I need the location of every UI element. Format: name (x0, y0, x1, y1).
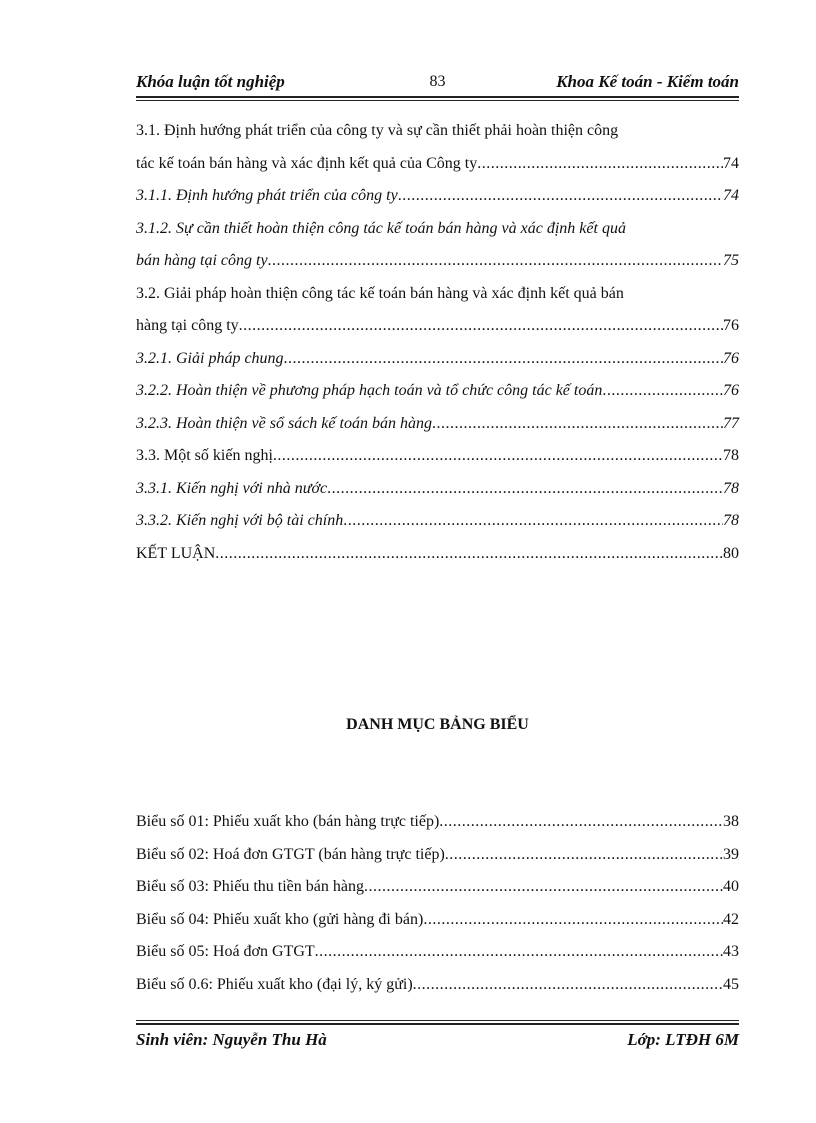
tables-list-item-page: 42 (723, 910, 739, 928)
tables-list-item-title: Biểu số 02: Hoá đơn GTGT (bán hàng trực tiếp) (136, 845, 445, 863)
toc-entry-3-1-line1: 3.1. Định hướng phát triển của công ty và sự cần thiết phải hoàn thiện công (136, 122, 619, 139)
dot-leader (343, 505, 723, 538)
toc-entry-3-2-3[interactable] (136, 408, 739, 441)
dot-leader (364, 871, 723, 904)
tables-list-item[interactable] (136, 806, 739, 839)
dot-leader (439, 806, 723, 839)
dot-leader (413, 969, 723, 1002)
tables-list-item[interactable] (136, 871, 739, 904)
dot-leader (268, 245, 723, 278)
dot-leader (273, 440, 723, 473)
header-thesis-title: Khóa luận tốt nghiệp (136, 72, 285, 91)
toc-entry-page: 76 (723, 382, 739, 399)
dot-leader (239, 310, 723, 343)
toc-entry-page: 78 (723, 512, 739, 529)
toc-entry-title: tác kế toán bán hàng và xác định kết quả của Công ty (136, 154, 478, 172)
dot-leader (477, 148, 723, 181)
toc-entry-title: hàng tại công ty (136, 317, 239, 334)
toc-entry-conclusion[interactable] (136, 538, 739, 571)
header-rule-thick (136, 96, 739, 98)
tables-list (136, 806, 739, 1001)
page-footer (136, 1030, 739, 1054)
toc-entry-title: KẾT LUẬN (136, 544, 216, 562)
toc-entry-page: 77 (723, 414, 739, 432)
toc-entry-page: 80 (723, 544, 739, 562)
tables-list-item-page: 40 (723, 878, 739, 895)
toc-entry-title: 3.3. Một số kiến nghị (136, 447, 273, 464)
toc-entry-3-1-2-line1: 3.1.2. Sự cần thiết hoàn thiện công tác kế toán bán hàng và xác định kết quả (136, 219, 626, 237)
dot-leader (327, 473, 723, 506)
toc-entry-3-2-2[interactable] (136, 375, 739, 408)
toc-entry-3-3-1[interactable] (136, 473, 739, 506)
tables-list-item-title: Biểu số 05: Hoá đơn GTGT (136, 943, 315, 960)
tables-list-item-title: Biểu số 03: Phiếu thu tiền bán hàng (136, 878, 364, 895)
toc-entry-title: 3.1.1. Định hướng phát triển của công ty (136, 187, 398, 204)
tables-list-item-page: 39 (723, 845, 739, 863)
toc-entry-title: 3.2.3. Hoàn thiện về sổ sách kế toán bán hàng (136, 414, 432, 432)
toc-entry-page: 78 (723, 479, 739, 497)
tables-list-item[interactable] (136, 969, 739, 1002)
toc-entry-3-3-2[interactable] (136, 505, 739, 538)
toc-entry-3-2[interactable] (136, 310, 739, 343)
toc-entry-3-2-1[interactable] (136, 343, 739, 376)
footer-rule-thick (136, 1023, 739, 1025)
toc-entry-page: 78 (723, 447, 739, 464)
tables-list-item-title: Biểu số 01: Phiếu xuất kho (bán hàng trực tiếp) (136, 813, 440, 830)
toc-entry-page: 76 (723, 317, 739, 334)
tables-list-item[interactable] (136, 839, 739, 872)
footer-rule-thin (136, 1020, 739, 1021)
tables-list-item[interactable] (136, 936, 739, 969)
toc-entry-page: 75 (723, 252, 739, 269)
tables-list-item-page: 43 (723, 943, 739, 960)
toc-entry-title: bán hàng tại công ty (136, 252, 268, 269)
footer-student: Sinh viên: Nguyễn Thu Hà (136, 1030, 327, 1049)
tables-list-item-title: Biểu số 04: Phiếu xuất kho (gửi hàng đi bán) (136, 910, 424, 928)
toc-entry-page: 76 (723, 349, 739, 367)
dot-leader (315, 936, 723, 969)
dot-leader (398, 180, 723, 213)
toc-entry-3-2-line1: 3.2. Giải pháp hoàn thiện công tác kế toán bán hàng và xác định kết quả bán (136, 284, 624, 302)
toc-entry-title: 3.2.1. Giải pháp chung (136, 349, 284, 367)
tables-list-item-page: 38 (723, 813, 739, 830)
toc-entry-3-3[interactable] (136, 440, 739, 473)
tables-list-item[interactable] (136, 904, 739, 937)
toc-entry-page: 74 (723, 187, 739, 204)
footer-class: Lớp: LTĐH 6M (627, 1030, 739, 1049)
page-number: 83 (429, 73, 446, 90)
tables-list-heading: DANH MỤC BẢNG BIỂU (346, 716, 529, 733)
dot-leader (215, 538, 723, 571)
dot-leader (445, 839, 723, 872)
dot-leader (423, 904, 723, 937)
header-rule-thin (136, 100, 739, 101)
dot-leader (602, 375, 723, 408)
toc-entry-3-1[interactable] (136, 148, 739, 181)
tables-list-item-page: 45 (723, 975, 739, 993)
header-faculty: Khoa Kế toán - Kiểm toán (556, 72, 739, 91)
table-of-contents (136, 115, 739, 570)
dot-leader (284, 343, 723, 376)
toc-entry-3-1-1[interactable] (136, 180, 739, 213)
toc-entry-title: 3.2.2. Hoàn thiện về phương pháp hạch toán và tổ chức công tác kế toán (136, 382, 603, 399)
dot-leader (432, 408, 723, 441)
page-header (136, 72, 739, 96)
tables-list-item-title: Biểu số 0.6: Phiếu xuất kho (đại lý, ký gửi) (136, 975, 413, 993)
toc-entry-title: 3.3.2. Kiến nghị với bộ tài chính (136, 512, 344, 529)
toc-entry-title: 3.3.1. Kiến nghị với nhà nước (136, 479, 328, 497)
toc-entry-3-1-2[interactable] (136, 245, 739, 278)
toc-entry-page: 74 (723, 154, 739, 172)
